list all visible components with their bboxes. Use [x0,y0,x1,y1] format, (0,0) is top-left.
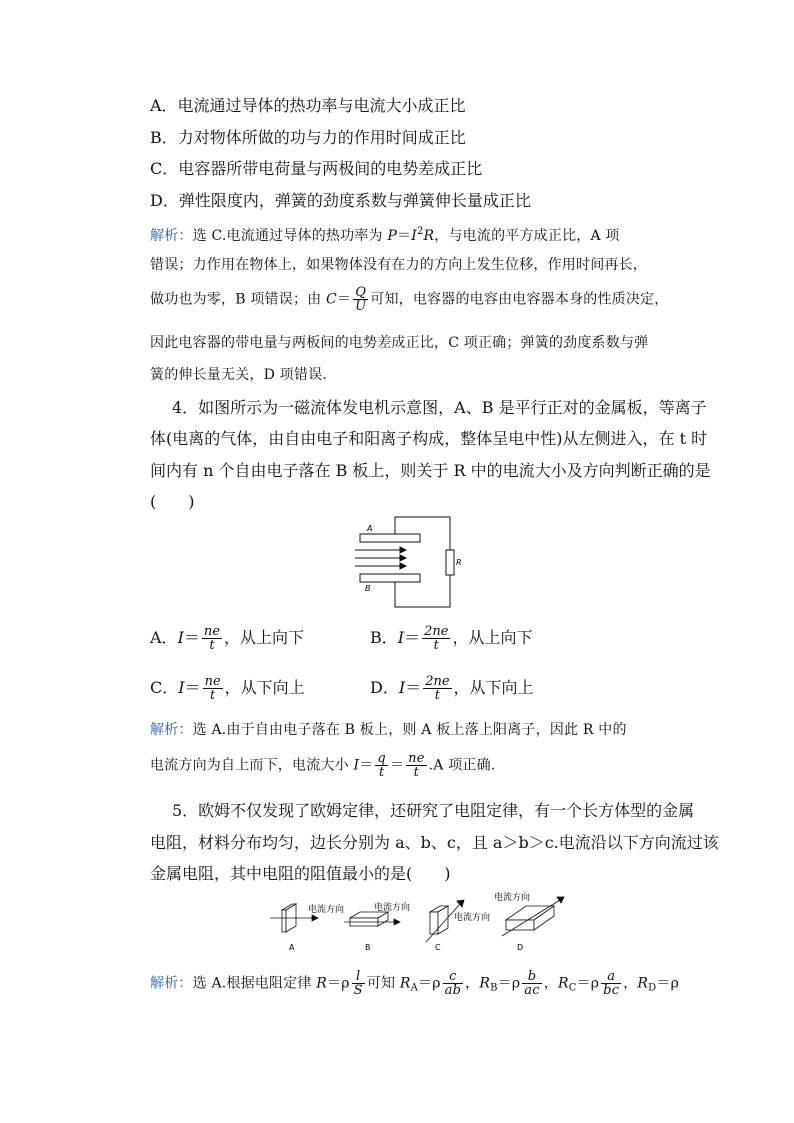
q3-solution-line4: 因此电容器的带电量与两板间的电势差成正比，C 项正确；弹簧的劲度系数与弹 [150,335,649,351]
fig-a-current: 电流方向 [308,905,345,915]
mhd-generator-figure [350,512,470,612]
fig-b-label: B [365,943,371,952]
label-r: R [456,558,462,567]
q3-option-a: A．电流通过导体的热功率与电流大小成正比 [150,96,466,115]
plasma-arrows [355,547,406,569]
plate-a [360,534,420,542]
q5-resistor-figures [270,890,570,956]
q4-stem-line4: ( ) [150,492,195,511]
q4-stem-line2: 体(电离的气体，由自由电子和阳离子构成，整体呈电中性)从左侧进入，在 t 时 [150,429,708,448]
q4-stem-line3: 间内有 n 个自由电子落在 B 板上，则关于 R 中的电流大小及方向判断正确的是 [150,461,711,480]
fig-d-label: D [517,943,524,952]
resistor-r [446,550,454,575]
label-b: B [365,584,371,593]
q5-stem-line1: 5．欧姆不仅发现了欧姆定律，还研究了电阻定律，有一个长方体型的金属 [172,801,695,820]
q3-solution-line2: 错误；力作用在物体上，如果物体没有在力的方向上发生位移，作用时间再长， [150,257,647,273]
q4-option-c: C．I＝ $\frac{ne}{t}$ ，从下向上 [150,674,305,703]
q4-option-a: A．I＝ $\frac{ne}{t}$ ，从上向下 [150,624,304,653]
plate-b [360,574,420,582]
q4-stem-line1: 4．如图所示为一磁流体发电机示意图，A、B 是平行正对的金属板，等离子 [172,398,707,417]
q3-solution-line1: 解析：选 C.电流通过导体的热功率为 $P=I^2R$，与电流的平方成正比，A 项 [150,226,620,244]
q4-option-d: D．I＝ $\frac{2ne}{t}$ ，从下向上 [370,674,534,703]
q3-option-b: B．力对物体所做的功与力的作用时间成正比 [150,128,466,147]
fig-c-current: 电流方向 [454,913,491,923]
fig-b-current: 电流方向 [374,903,411,913]
q3-option-d: D．弹性限度内，弹簧的劲度系数与弹簧伸长量成正比 [150,191,531,210]
q5-stem-line3: 金属电阻，其中电阻的阻值最小的是( ) [150,864,451,883]
fig-d-current: 电流方向 [494,893,531,903]
q5-stem-line2: 电阻，材料分布均匀，边长分别为 a、b、c，且 a＞b＞c.电流沿以下方向流过该 [150,833,719,852]
q3-solution-line3: 做功也为零，B 项错误；由 C＝ $\frac{Q}{U}$ 可知，电容器的电容由电容器本身的性质决定， [150,285,669,314]
fraction-q-over-u: $\frac{Q}{U}$ [355,285,367,314]
fig-c-label: C [435,943,441,952]
q3-option-c: C．电容器所带电荷量与两极间的电势差成正比 [150,159,483,178]
q4-solution-line2: 电流方向为自上而下，电流大小 I＝ $\frac{q}{t}$ ＝ $\frac{ne}{t}$ .A 项正确. [150,751,496,780]
q4-solution-line1: 解析：选 A.由于自由电子落在 B 板上，则 A 板上落上阳离子，因此 R 中的 [150,722,627,738]
q4-option-b: B．I＝ $\frac{2ne}{t}$ ，从上向下 [370,624,533,653]
label-a: A [367,524,373,533]
q5-solution-line1: 解析：选 A.根据电阻定律 R＝ρ $\frac{l}{S}$ 可知 $R_A=\rho$ $\frac{c}{ab}$ ，$R_B=\rho$ $\frac{b}{ac}$ ，$R_C=\rho$ $\frac{a}{bc}$ ，$R_D=\rho$ [150,969,680,998]
solution-label: 解析： [150,228,193,244]
figure-b [344,912,400,926]
fig-a-label: A [289,943,295,952]
q3-solution-line5: 簧的伸长量无关，D 项错误. [150,367,327,383]
